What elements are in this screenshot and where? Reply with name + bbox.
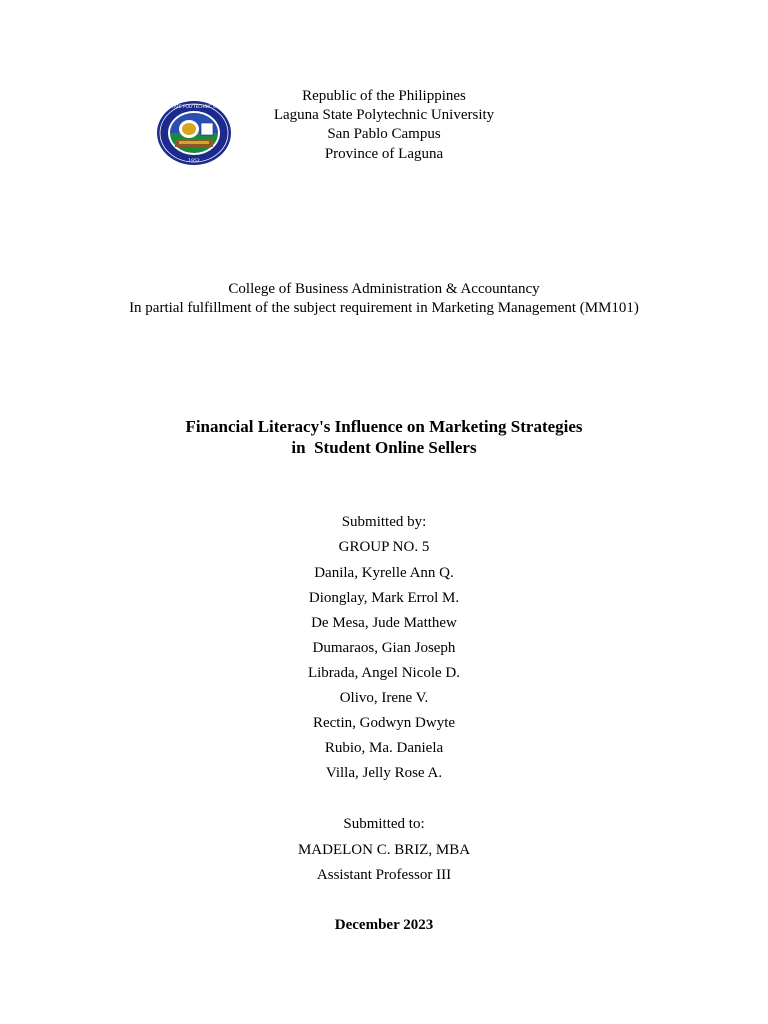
paper-title-line-1: Financial Literacy's Influence on Marketing Strategies — [185, 417, 583, 436]
member-name: Rectin, Godwyn Dwyte — [312, 715, 456, 731]
adviser-position: Assistant Professor III — [316, 867, 452, 883]
member-name: Danila, Kyrelle Ann Q. — [314, 565, 454, 581]
paper-title-line-2: in Student Online Sellers — [291, 438, 477, 457]
group-number: GROUP NO. 5 — [338, 539, 430, 555]
college-name: College of Business Administration & Accountancy — [228, 281, 540, 297]
member-name: Olivo, Irene V. — [339, 690, 429, 706]
submission-date: December 2023 — [334, 917, 434, 933]
adviser-name: MADELON C. BRIZ, MBA — [297, 842, 471, 858]
member-name: Villa, Jelly Rose A. — [325, 765, 443, 781]
member-name: Librada, Angel Nicole D. — [307, 665, 461, 681]
header-province: Province of Laguna — [324, 146, 444, 162]
seal-ring-text: LAGUNA STATE POLYTECHNIC UNIVERSITY — [150, 104, 238, 109]
header-country: Republic of the Philippines — [302, 88, 466, 104]
member-name: Rubio, Ma. Daniela — [324, 740, 444, 756]
submitted-to-label: Submitted to: — [343, 816, 425, 832]
member-name: De Mesa, Jude Matthew — [311, 615, 457, 631]
seal-year: 1952 — [188, 159, 200, 164]
fulfillment-text: In partial fulfillment of the subject requirement in Marketing Management (MM101) — [129, 300, 639, 316]
header-university: Laguna State Polytechnic University — [273, 107, 495, 123]
header-campus: San Pablo Campus — [327, 126, 441, 142]
member-name: Dumaraos, Gian Joseph — [312, 640, 456, 656]
member-name: Dionglay, Mark Errol M. — [308, 590, 460, 606]
submitted-by-label: Submitted by: — [341, 514, 427, 530]
